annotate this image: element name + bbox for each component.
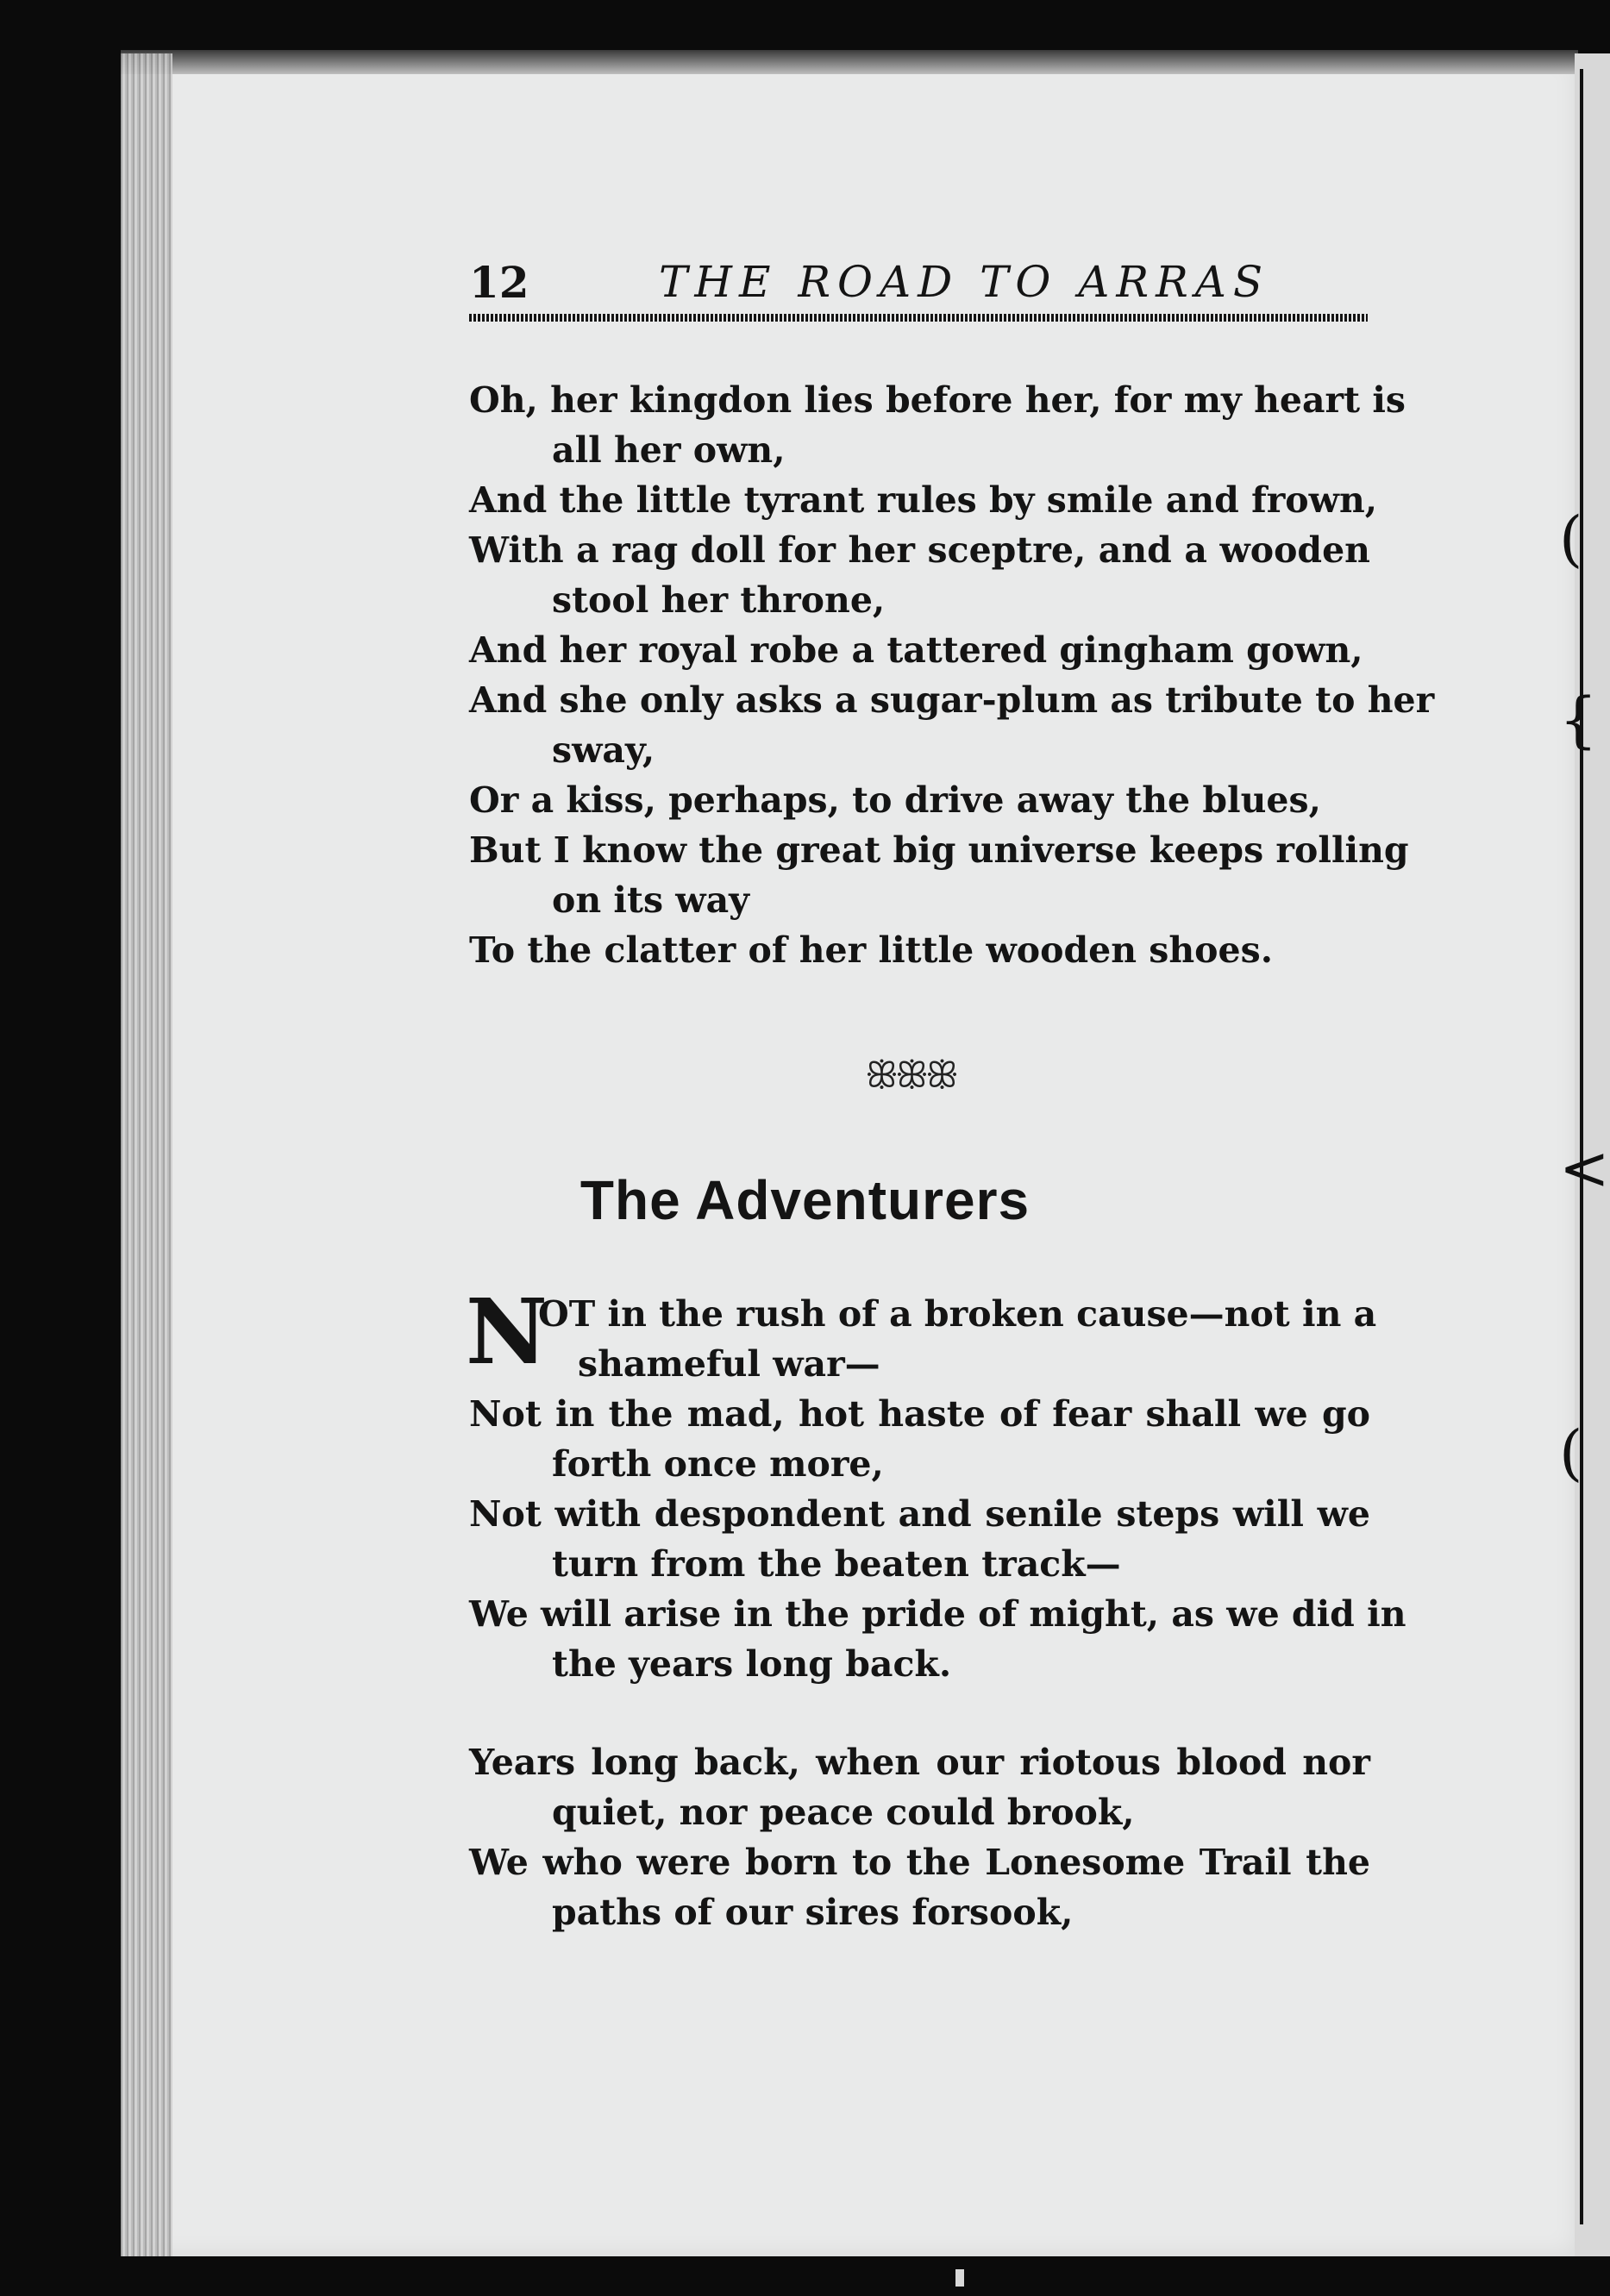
verse-line: Years long back, when our riotous blood nor — [469, 1742, 1370, 1783]
verse-line: Oh, her kingdon lies before her, for my heart is — [469, 379, 1406, 421]
verse-line: stool her throne, — [552, 579, 886, 621]
verse-line: Or a kiss, perhaps, to drive away the blues, — [469, 779, 1321, 821]
verse-line: Not in the mad, hot haste of fear shall we go — [469, 1393, 1370, 1435]
page-binding — [121, 53, 172, 2256]
page-number: 12 — [469, 257, 529, 308]
verse-line: paths of our sires forsook, — [552, 1892, 1074, 1933]
verse-line: We who were born to the Lonesome Trail the — [469, 1842, 1370, 1883]
verse-line: With a rag doll for her sceptre, and a wooden — [469, 529, 1370, 571]
verse-line: all her own, — [552, 429, 786, 471]
verse-line: on its way — [552, 879, 749, 921]
verse-line: But I know the great big universe keeps rolling — [469, 829, 1409, 871]
poem-title: The Adventurers — [579, 1169, 1031, 1231]
running-header — [469, 257, 1366, 309]
verse-line: We will arise in the pride of might, as we did in — [469, 1593, 1406, 1635]
verse-line: Not with despondent and senile steps will we — [469, 1493, 1370, 1535]
edge-mark: < — [1559, 1133, 1610, 1204]
verse-line: And she only asks a sugar-plum as tribute to her — [469, 679, 1435, 721]
verse-line: shameful war— — [578, 1343, 880, 1385]
page-top-edge — [121, 50, 1578, 74]
verse-line: quiet, nor peace could brook, — [552, 1792, 1135, 1833]
scan-artifact — [955, 2269, 964, 2287]
drop-cap: N — [466, 1279, 548, 1385]
edge-mark: ( — [1559, 1417, 1583, 1488]
edge-mark: { — [1559, 685, 1598, 755]
verse-line: sway, — [552, 729, 655, 771]
verse-line: To the clatter of her little wooden shoes. — [469, 929, 1273, 971]
verse-line: OT in the rush of a broken cause—not in a — [538, 1293, 1377, 1335]
edge-mark: ( — [1559, 504, 1583, 574]
verse-line: And her royal robe a tattered gingham gown, — [469, 629, 1363, 671]
header-rule — [469, 314, 1368, 322]
verse-line: And the little tyrant rules by smile and frown, — [469, 479, 1378, 521]
verse-line: the years long back. — [552, 1643, 952, 1685]
section-ornament: ꕥꕥꕥ — [865, 1054, 955, 1096]
verse-line: turn from the beaten track— — [552, 1543, 1121, 1585]
verse-line: forth once more, — [552, 1443, 884, 1485]
running-title: THE ROAD TO ARRAS — [659, 257, 1270, 307]
